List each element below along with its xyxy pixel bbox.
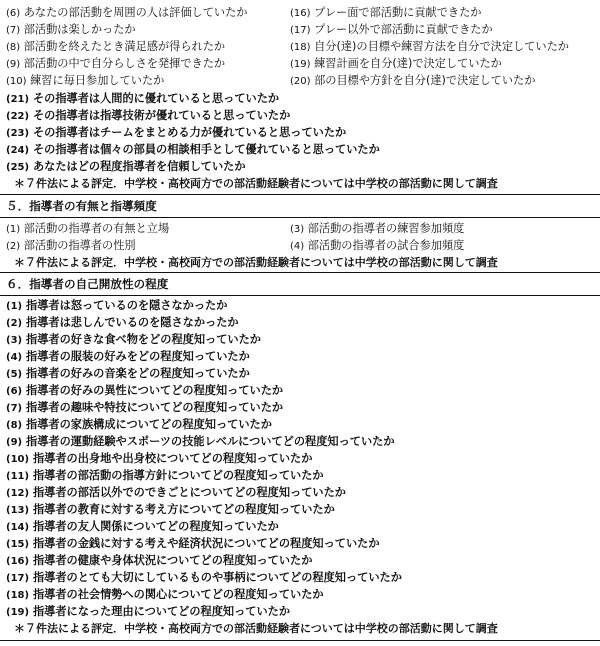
item-left: (6) あなたの部活動を周囲の人は評価していたか <box>6 6 248 19</box>
section-title: ６．指導者の自己開放性の程度 <box>6 277 169 291</box>
list-item <box>0 220 600 237</box>
item-full: (2) 指導者は悲しんでいるのを隠さなかったか <box>6 316 239 329</box>
item-left: (7) 部活動は楽しかったか <box>6 23 136 36</box>
divider <box>0 295 600 296</box>
list-item <box>0 21 600 38</box>
list-item <box>0 450 600 467</box>
item-full: (23) その指導者はチームをまとめる力が優れていると思っていたか <box>6 126 347 139</box>
item-left: (9) 部活動の中で自分らしさを発揮できたか <box>6 57 226 70</box>
item-full: (10) 指導者の出身地や出身校についてどの程度知っていたか <box>6 452 313 465</box>
list-item <box>0 467 600 484</box>
list-item <box>0 141 600 158</box>
list-item <box>0 38 600 55</box>
section-note <box>0 620 600 637</box>
list-item <box>0 603 600 620</box>
item-full: (3) 指導者の好きな食べ物をどの程度知っていたか <box>6 333 261 346</box>
item-left: (1) 部活動の指導者の有無と立場 <box>6 222 170 235</box>
item-full: (15) 指導者の金銭に対する考えや経済状況についてどの程度知っていたか <box>6 537 380 550</box>
list-item <box>0 365 600 382</box>
item-full: (16) 指導者の健康や身体状況についてどの程度知っていたか <box>6 554 313 567</box>
item-full: (24) その指導者は個々の部員の相談相手として優れていると思っていたか <box>6 143 380 156</box>
list-item <box>0 90 600 107</box>
item-full: (18) 指導者の社会情勢への関心についてどの程度知っていたか <box>6 588 324 601</box>
item-left: (8) 部活動を終えたとき満足感が得られたか <box>6 40 226 53</box>
list-item <box>0 484 600 501</box>
list-item <box>0 4 600 21</box>
list-item <box>0 348 600 365</box>
list-item <box>0 158 600 175</box>
section-note <box>0 254 600 271</box>
item-right: (19) 練習計画を自分(達)で決定していたか <box>290 57 502 70</box>
divider <box>0 272 600 273</box>
item-full: (12) 指導者の部活以外でのできごとについてどの程度知っていたか <box>6 486 346 499</box>
item-full: (11) 指導者の部活動の指導方針についてどの程度知っていたか <box>6 469 324 482</box>
item-full: (5) 指導者の好みの音楽をどの程度知っていたか <box>6 367 250 380</box>
item-full: (22) その指導者は指導技術が優れていると思っていたか <box>6 109 291 122</box>
item-left: (2) 部活動の指導者の性別 <box>6 239 136 252</box>
divider <box>0 217 600 218</box>
item-full: (6) 指導者の好みの異性についてどの程度知っていたか <box>6 384 284 397</box>
list-item <box>0 586 600 603</box>
section-title: ５．指導者の有無と指導頻度 <box>6 199 157 213</box>
item-full: (13) 指導者の教育に対する考え方についてどの程度知っていたか <box>6 503 335 516</box>
note-text: ＊７件法による評定．中学校・高校両方での部活動経験者については中学校の部活動に関して調査 <box>14 622 498 635</box>
item-right: (16) プレー面で部活動に貢献できたか <box>290 6 482 19</box>
section-heading <box>0 276 600 293</box>
list-item <box>0 55 600 72</box>
list-item <box>0 237 600 254</box>
item-full: (25) あなたはどの程度指導者を信頼していたか <box>6 160 246 173</box>
item-right: (3) 部活動の指導者の練習参加頻度 <box>290 222 465 235</box>
item-full: (14) 指導者の友人関係についてどの程度知っていたか <box>6 520 279 533</box>
item-full: (17) 指導者のとても大切にしているものや事柄についてどの程度知っていたか <box>6 571 402 584</box>
list-item <box>0 552 600 569</box>
item-full: (4) 指導者の服装の好みをどの程度知っていたか <box>6 350 250 363</box>
note-text: ＊７件法による評定．中学校・高校両方での部活動経験者については中学校の部活動に関して調査 <box>14 177 498 190</box>
divider <box>0 640 600 641</box>
list-item <box>0 501 600 518</box>
list-item <box>0 382 600 399</box>
list-item <box>0 72 600 89</box>
item-full: (19) 指導者になった理由についてどの程度知っていたか <box>6 605 291 618</box>
item-left: (10) 練習に毎日参加していたか <box>6 74 165 87</box>
list-item <box>0 535 600 552</box>
item-right: (4) 部活動の指導者の試合参加頻度 <box>290 239 465 252</box>
note-text: ＊７件法による評定．中学校・高校両方での部活動経験者については中学校の部活動に関して調査 <box>14 256 498 269</box>
item-right: (17) プレー以外で部活動に貢献できたか <box>290 23 493 36</box>
list-item <box>0 124 600 141</box>
divider <box>0 194 600 195</box>
list-item <box>0 297 600 314</box>
item-full: (7) 指導者の趣味や特技についてどの程度知っていたか <box>6 401 284 414</box>
list-item <box>0 107 600 124</box>
list-item <box>0 399 600 416</box>
list-item <box>0 569 600 586</box>
list-item <box>0 433 600 450</box>
item-right: (20) 部の目標や方針を自分(達)で決定していたか <box>290 74 536 87</box>
item-right: (18) 自分(達)の目標や練習方法を自分で決定していたか <box>290 40 569 53</box>
list-item <box>0 331 600 348</box>
section-note <box>0 175 600 192</box>
list-item <box>0 416 600 433</box>
item-full: (21) その指導者は人間的に優れていると思っていたか <box>6 92 280 105</box>
item-full: (8) 指導者の家族構成についてどの程度知っていたか <box>6 418 272 431</box>
section-heading <box>0 198 600 215</box>
list-item <box>0 314 600 331</box>
item-full: (1) 指導者は怒っているのを隠さなかったか <box>6 299 228 312</box>
item-full: (9) 指導者の運動経験やスポーツの技能レベルについてどの程度知っていたか <box>6 435 395 448</box>
list-item <box>0 518 600 535</box>
